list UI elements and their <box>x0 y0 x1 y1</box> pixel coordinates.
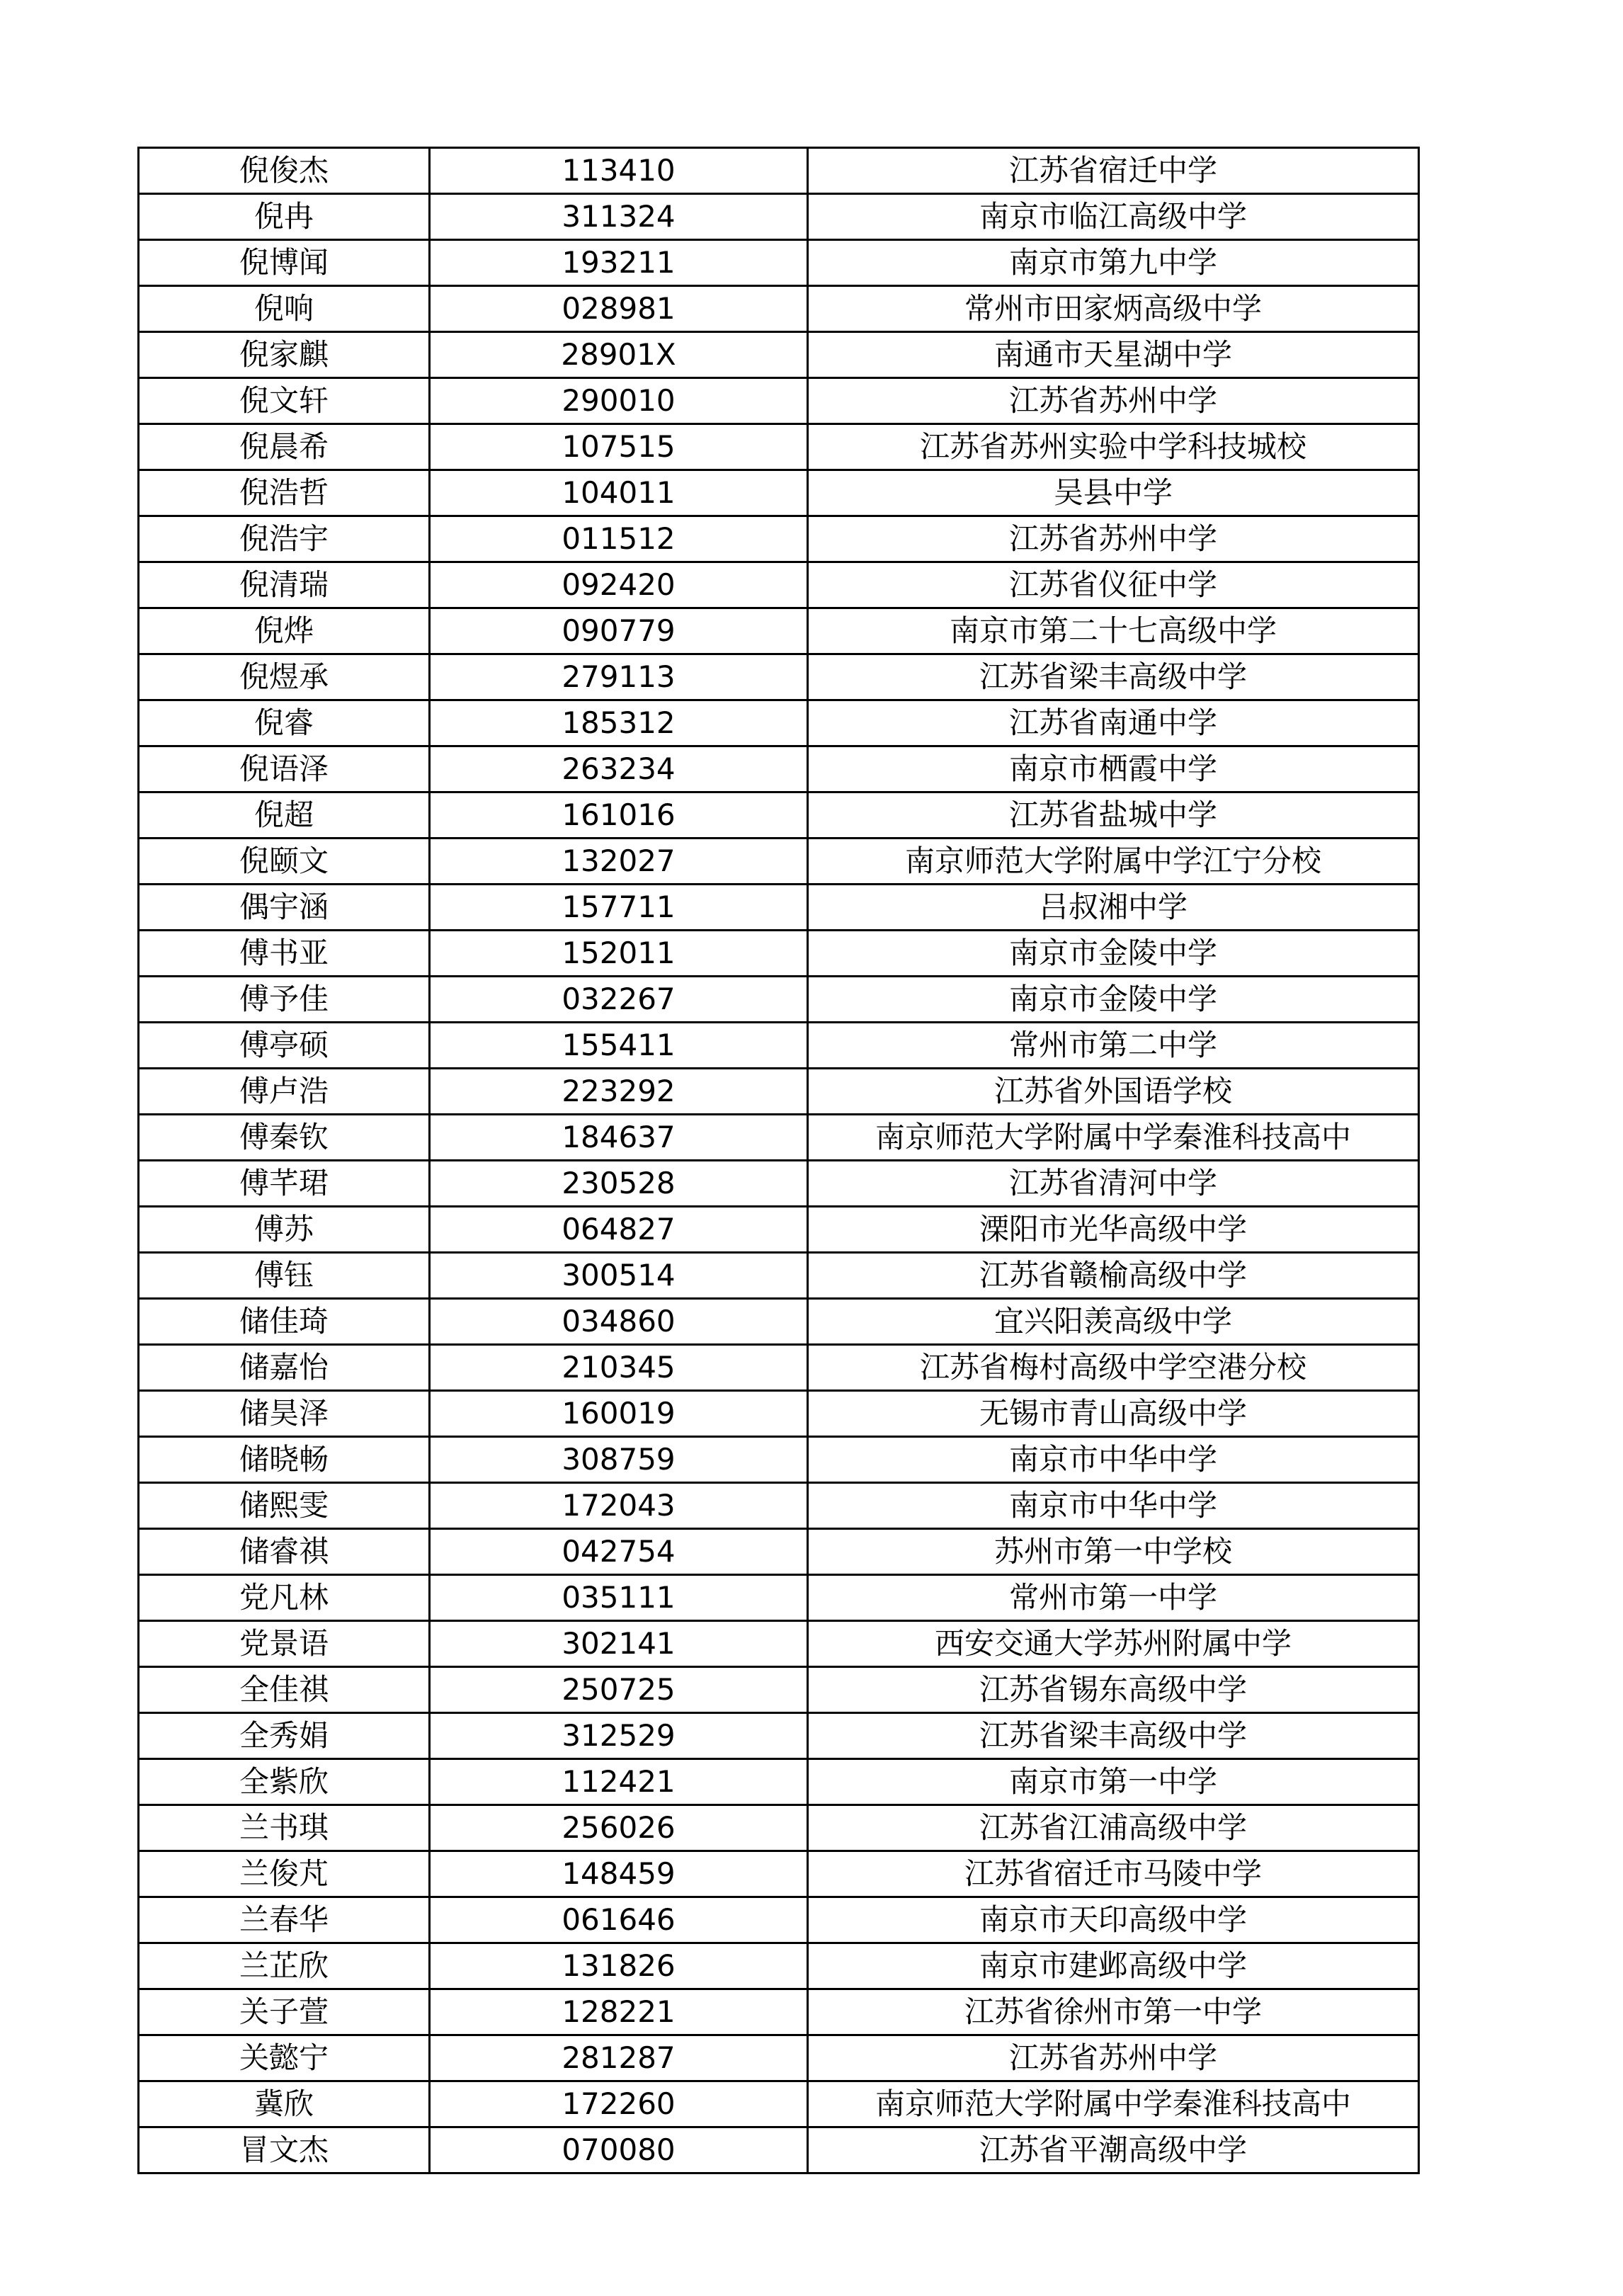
student-name-cell: 储睿祺 <box>139 1529 430 1575</box>
table-row <box>139 1345 1419 1391</box>
table-row <box>139 1437 1419 1483</box>
student-id-cell: 263234 <box>430 746 808 792</box>
table-row <box>139 977 1419 1023</box>
table-row <box>139 746 1419 792</box>
table-row <box>139 1943 1419 1989</box>
student-id-cell: 300514 <box>430 1253 808 1299</box>
table-row <box>139 1391 1419 1437</box>
school-name-cell: 南京市建邺高级中学 <box>808 1943 1419 1989</box>
school-name-cell: 西安交通大学苏州附属中学 <box>808 1621 1419 1667</box>
student-id-cell: 034860 <box>430 1299 808 1345</box>
student-name-cell: 傅亭硕 <box>139 1023 430 1069</box>
table-row <box>139 1529 1419 1575</box>
student-id-cell: 148459 <box>430 1851 808 1897</box>
student-name-cell: 倪晨希 <box>139 424 430 470</box>
student-name-cell: 关子萱 <box>139 1989 430 2035</box>
student-id-cell: 160019 <box>430 1391 808 1437</box>
school-name-cell: 江苏省盐城中学 <box>808 792 1419 839</box>
school-name-cell: 无锡市青山高级中学 <box>808 1391 1419 1437</box>
student-name-cell: 傅秦钦 <box>139 1115 430 1161</box>
student-id-cell: 311324 <box>430 194 808 240</box>
table-row <box>139 1805 1419 1851</box>
student-name-cell: 倪煜承 <box>139 654 430 700</box>
table-row <box>139 1575 1419 1621</box>
student-name-cell: 倪文轩 <box>139 378 430 424</box>
student-id-cell: 064827 <box>430 1207 808 1253</box>
table-row <box>139 286 1419 332</box>
school-name-cell: 江苏省苏州中学 <box>808 378 1419 424</box>
table-row <box>139 1023 1419 1069</box>
school-name-cell: 南京市栖霞中学 <box>808 746 1419 792</box>
school-name-cell: 宜兴阳羡高级中学 <box>808 1299 1419 1345</box>
student-id-cell: 032267 <box>430 977 808 1023</box>
school-name-cell: 南京市临江高级中学 <box>808 194 1419 240</box>
student-name-cell: 储熙雯 <box>139 1483 430 1529</box>
student-name-cell: 党凡林 <box>139 1575 430 1621</box>
school-name-cell: 南京师范大学附属中学秦淮科技高中 <box>808 1115 1419 1161</box>
school-name-cell: 南京市中华中学 <box>808 1437 1419 1483</box>
student-id-cell: 193211 <box>430 240 808 286</box>
student-name-cell: 傅书亚 <box>139 931 430 977</box>
student-id-cell: 223292 <box>430 1069 808 1115</box>
student-name-cell: 兰书琪 <box>139 1805 430 1851</box>
school-name-cell: 江苏省清河中学 <box>808 1161 1419 1207</box>
student-name-cell: 兰芷欣 <box>139 1943 430 1989</box>
table-row <box>139 378 1419 424</box>
student-id-cell: 132027 <box>430 839 808 885</box>
school-name-cell: 江苏省苏州中学 <box>808 516 1419 562</box>
student-name-cell: 倪语泽 <box>139 746 430 792</box>
student-name-cell: 兰春华 <box>139 1897 430 1943</box>
student-name-cell: 冒文杰 <box>139 2127 430 2173</box>
student-name-cell: 傅卢浩 <box>139 1069 430 1115</box>
student-id-cell: 107515 <box>430 424 808 470</box>
school-name-cell: 常州市第二中学 <box>808 1023 1419 1069</box>
school-name-cell: 江苏省徐州市第一中学 <box>808 1989 1419 2035</box>
table-row <box>139 1759 1419 1805</box>
student-id-cell: 011512 <box>430 516 808 562</box>
student-id-cell: 256026 <box>430 1805 808 1851</box>
school-name-cell: 吕叔湘中学 <box>808 885 1419 931</box>
student-name-cell: 倪超 <box>139 792 430 839</box>
student-id-cell: 210345 <box>430 1345 808 1391</box>
table-row <box>139 2127 1419 2173</box>
school-name-cell: 江苏省苏州实验中学科技城校 <box>808 424 1419 470</box>
student-id-cell: 281287 <box>430 2035 808 2081</box>
student-name-cell: 倪博闻 <box>139 240 430 286</box>
student-name-cell: 兰俊芃 <box>139 1851 430 1897</box>
student-id-cell: 172043 <box>430 1483 808 1529</box>
student-id-cell: 279113 <box>430 654 808 700</box>
student-name-cell: 全紫欣 <box>139 1759 430 1805</box>
table-row <box>139 1713 1419 1759</box>
student-id-cell: 250725 <box>430 1667 808 1713</box>
student-name-cell: 傅芊珺 <box>139 1161 430 1207</box>
school-name-cell: 江苏省梁丰高级中学 <box>808 1713 1419 1759</box>
table-row <box>139 700 1419 746</box>
table-row <box>139 148 1419 194</box>
table-row <box>139 1667 1419 1713</box>
student-name-cell: 倪颐文 <box>139 839 430 885</box>
student-name-cell: 倪冉 <box>139 194 430 240</box>
student-name-cell: 倪睿 <box>139 700 430 746</box>
school-name-cell: 江苏省江浦高级中学 <box>808 1805 1419 1851</box>
table-row <box>139 931 1419 977</box>
table-row <box>139 654 1419 700</box>
student-id-cell: 061646 <box>430 1897 808 1943</box>
table-row <box>139 792 1419 839</box>
student-id-cell: 185312 <box>430 700 808 746</box>
table-row <box>139 1069 1419 1115</box>
student-id-cell: 070080 <box>430 2127 808 2173</box>
student-id-cell: 131826 <box>430 1943 808 1989</box>
table-row <box>139 2035 1419 2081</box>
school-name-cell: 江苏省苏州中学 <box>808 2035 1419 2081</box>
school-name-cell: 江苏省梁丰高级中学 <box>808 654 1419 700</box>
student-name-cell: 储昊泽 <box>139 1391 430 1437</box>
student-id-cell: 28901X <box>430 332 808 378</box>
table-row <box>139 1161 1419 1207</box>
student-id-cell: 172260 <box>430 2081 808 2127</box>
student-id-cell: 092420 <box>430 562 808 608</box>
student-name-cell: 储晓畅 <box>139 1437 430 1483</box>
student-name-cell: 倪清瑞 <box>139 562 430 608</box>
school-name-cell: 南京市中华中学 <box>808 1483 1419 1529</box>
student-name-cell: 关懿宁 <box>139 2035 430 2081</box>
student-id-cell: 161016 <box>430 792 808 839</box>
student-id-cell: 312529 <box>430 1713 808 1759</box>
roster-table <box>137 147 1420 2174</box>
student-name-cell: 倪浩宇 <box>139 516 430 562</box>
student-id-cell: 028981 <box>430 286 808 332</box>
school-name-cell: 南京市金陵中学 <box>808 931 1419 977</box>
school-name-cell: 吴县中学 <box>808 470 1419 516</box>
school-name-cell: 江苏省宿迁市马陵中学 <box>808 1851 1419 1897</box>
student-name-cell: 全佳祺 <box>139 1667 430 1713</box>
table-row <box>139 1483 1419 1529</box>
table-row <box>139 1207 1419 1253</box>
school-name-cell: 江苏省仪征中学 <box>808 562 1419 608</box>
school-name-cell: 南通市天星湖中学 <box>808 332 1419 378</box>
student-id-cell: 152011 <box>430 931 808 977</box>
student-name-cell: 倪家麒 <box>139 332 430 378</box>
student-id-cell: 104011 <box>430 470 808 516</box>
school-name-cell: 溧阳市光华高级中学 <box>808 1207 1419 1253</box>
table-row <box>139 1253 1419 1299</box>
student-id-cell: 184637 <box>430 1115 808 1161</box>
student-id-cell: 290010 <box>430 378 808 424</box>
student-id-cell: 112421 <box>430 1759 808 1805</box>
student-id-cell: 128221 <box>430 1989 808 2035</box>
school-name-cell: 常州市田家炳高级中学 <box>808 286 1419 332</box>
school-name-cell: 南京市第二十七高级中学 <box>808 608 1419 654</box>
school-name-cell: 江苏省梅村高级中学空港分校 <box>808 1345 1419 1391</box>
school-name-cell: 南京师范大学附属中学秦淮科技高中 <box>808 2081 1419 2127</box>
student-name-cell: 傅钰 <box>139 1253 430 1299</box>
student-name-cell: 全秀娟 <box>139 1713 430 1759</box>
student-name-cell: 储嘉怡 <box>139 1345 430 1391</box>
student-id-cell: 230528 <box>430 1161 808 1207</box>
student-name-cell: 倪响 <box>139 286 430 332</box>
table-row <box>139 194 1419 240</box>
student-name-cell: 偶宇涵 <box>139 885 430 931</box>
table-row <box>139 1299 1419 1345</box>
school-name-cell: 江苏省平潮高级中学 <box>808 2127 1419 2173</box>
school-name-cell: 常州市第一中学 <box>808 1575 1419 1621</box>
school-name-cell: 南京师范大学附属中学江宁分校 <box>808 839 1419 885</box>
student-id-cell: 035111 <box>430 1575 808 1621</box>
school-name-cell: 江苏省外国语学校 <box>808 1069 1419 1115</box>
school-name-cell: 南京市天印高级中学 <box>808 1897 1419 1943</box>
school-name-cell: 苏州市第一中学校 <box>808 1529 1419 1575</box>
table-row <box>139 1851 1419 1897</box>
table-row <box>139 332 1419 378</box>
student-id-cell: 302141 <box>430 1621 808 1667</box>
table-row <box>139 1897 1419 1943</box>
student-name-cell: 党景语 <box>139 1621 430 1667</box>
table-row <box>139 839 1419 885</box>
school-name-cell: 南京市金陵中学 <box>808 977 1419 1023</box>
school-name-cell: 江苏省赣榆高级中学 <box>808 1253 1419 1299</box>
table-row <box>139 470 1419 516</box>
student-name-cell: 倪烨 <box>139 608 430 654</box>
student-id-cell: 308759 <box>430 1437 808 1483</box>
table-row <box>139 424 1419 470</box>
student-name-cell: 储佳琦 <box>139 1299 430 1345</box>
school-name-cell: 江苏省锡东高级中学 <box>808 1667 1419 1713</box>
table-row <box>139 1115 1419 1161</box>
table-row <box>139 608 1419 654</box>
table-row <box>139 1621 1419 1667</box>
roster-table-body <box>139 148 1419 2173</box>
student-id-cell: 113410 <box>430 148 808 194</box>
table-row <box>139 885 1419 931</box>
school-name-cell: 江苏省南通中学 <box>808 700 1419 746</box>
school-name-cell: 江苏省宿迁中学 <box>808 148 1419 194</box>
student-id-cell: 042754 <box>430 1529 808 1575</box>
table-row <box>139 240 1419 286</box>
student-name-cell: 倪浩哲 <box>139 470 430 516</box>
school-name-cell: 南京市第九中学 <box>808 240 1419 286</box>
student-id-cell: 157711 <box>430 885 808 931</box>
student-name-cell: 傅苏 <box>139 1207 430 1253</box>
student-id-cell: 090779 <box>430 608 808 654</box>
table-row <box>139 2081 1419 2127</box>
table-row <box>139 1989 1419 2035</box>
student-name-cell: 傅予佳 <box>139 977 430 1023</box>
student-id-cell: 155411 <box>430 1023 808 1069</box>
table-row <box>139 562 1419 608</box>
student-name-cell: 倪俊杰 <box>139 148 430 194</box>
table-row <box>139 516 1419 562</box>
student-name-cell: 冀欣 <box>139 2081 430 2127</box>
school-name-cell: 南京市第一中学 <box>808 1759 1419 1805</box>
